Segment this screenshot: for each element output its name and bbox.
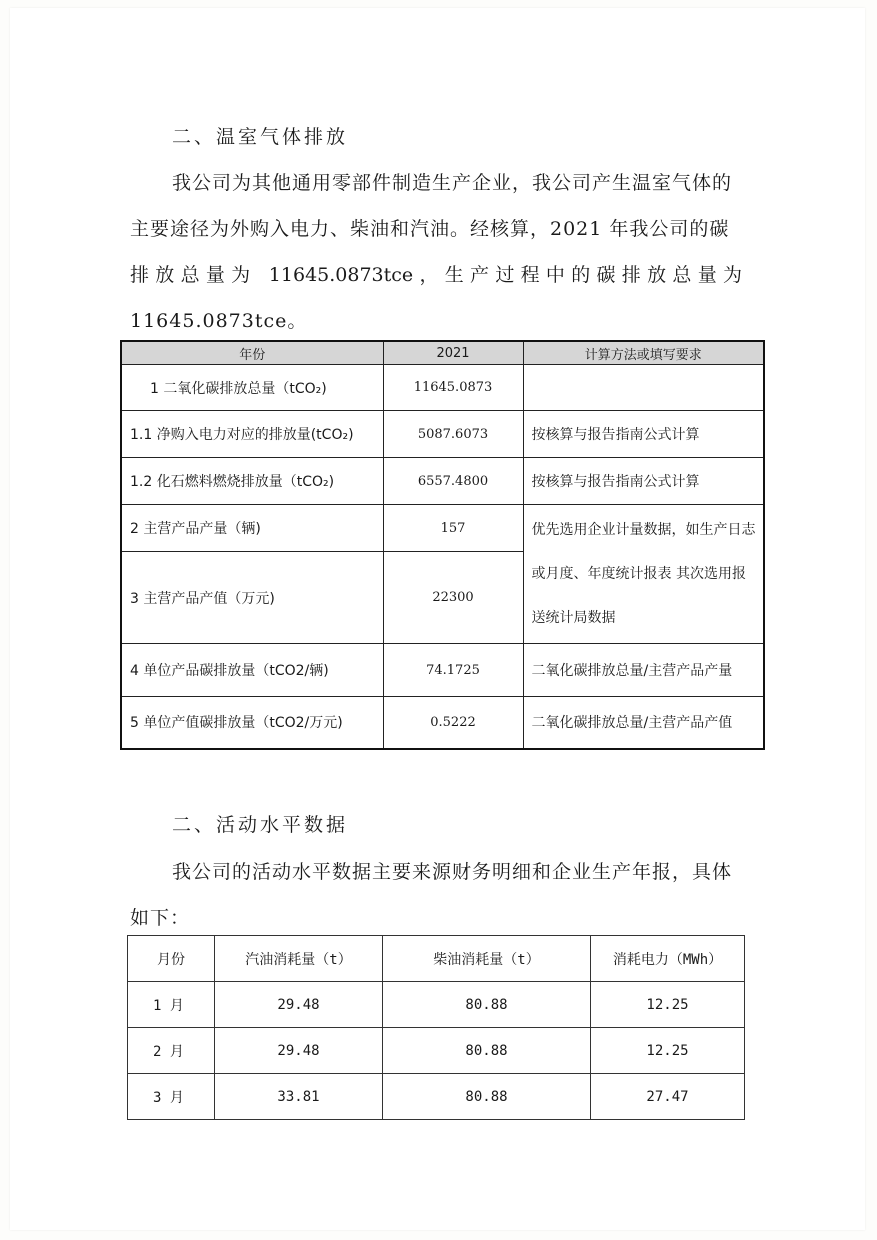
table-row <box>121 505 764 552</box>
activity-table <box>127 935 745 1120</box>
table-row <box>121 411 764 458</box>
paragraph-line: 我公司的活动水平数据主要来源财务明细和企业生产年报，具体 <box>172 861 733 883</box>
table-row <box>128 982 745 1028</box>
row-method <box>523 365 764 411</box>
cell-diesel: 80.88 <box>383 1028 591 1074</box>
paragraph-line: 如下： <box>130 907 191 929</box>
cell-gasoline: 29.48 <box>215 982 383 1028</box>
cell-electricity: 12.25 <box>591 1028 745 1074</box>
table-row <box>121 644 764 697</box>
row-value: 0.5222 <box>383 697 523 749</box>
row-method: 二氧化碳排放总量/主营产品产量 <box>523 644 764 697</box>
section-heading-emissions: 二、温室气体排放 <box>172 126 349 148</box>
paragraph-line: 11645.0873tce。 <box>130 310 308 332</box>
paragraph-line: 排放总量为 11645.0873tce，生产过程中的碳排放总量为 <box>130 264 742 286</box>
row-method-merged: 优先选用企业计量数据，如生产日志或月度、年度统计报表 其次选用报送统计局数据 <box>523 505 764 644</box>
table-header-row <box>128 936 745 982</box>
header-month: 月份 <box>128 936 215 982</box>
table-row <box>121 697 764 749</box>
row-value: 6557.4800 <box>383 458 523 505</box>
row-method: 二氧化碳排放总量/主营产品产值 <box>523 697 764 749</box>
table-row <box>121 458 764 505</box>
table-row <box>121 365 764 411</box>
row-label: 4 单位产品碳排放量（tCO2/辆) <box>121 644 383 697</box>
header-gasoline: 汽油消耗量（t） <box>215 936 383 982</box>
row-label: 2 主营产品产量（辆) <box>121 505 383 552</box>
emissions-table <box>120 340 765 750</box>
cell-diesel: 80.88 <box>383 982 591 1028</box>
paragraph-line: 主要途径为外购入电力、柴油和汽油。经核算，2021 年我公司的碳 <box>130 218 730 240</box>
cell-diesel: 80.88 <box>383 1074 591 1120</box>
row-label: 1.1 净购入电力对应的排放量(tCO₂) <box>121 411 383 458</box>
header-2021: 2021 <box>383 341 523 365</box>
header-year: 年份 <box>121 341 383 365</box>
header-method: 计算方法或填写要求 <box>523 341 764 365</box>
row-value: 157 <box>383 505 523 552</box>
row-value: 11645.0873 <box>383 365 523 411</box>
cell-month: 3 月 <box>128 1074 215 1120</box>
row-label: 5 单位产值碳排放量（tCO2/万元) <box>121 697 383 749</box>
cell-electricity: 12.25 <box>591 982 745 1028</box>
cell-electricity: 27.47 <box>591 1074 745 1120</box>
cell-gasoline: 33.81 <box>215 1074 383 1120</box>
cell-month: 1 月 <box>128 982 215 1028</box>
section-heading-activity: 二、活动水平数据 <box>172 814 349 836</box>
row-value: 5087.6073 <box>383 411 523 458</box>
row-value: 74.1725 <box>383 644 523 697</box>
table-row <box>128 1028 745 1074</box>
row-label: 1.2 化石燃料燃烧排放量（tCO₂) <box>121 458 383 505</box>
table-row <box>128 1074 745 1120</box>
row-label: 1 二氧化碳排放总量（tCO₂) <box>121 365 383 411</box>
row-method: 按核算与报告指南公式计算 <box>523 411 764 458</box>
cell-gasoline: 29.48 <box>215 1028 383 1074</box>
header-diesel: 柴油消耗量（t） <box>383 936 591 982</box>
row-method: 按核算与报告指南公式计算 <box>523 458 764 505</box>
row-label: 3 主营产品产值（万元) <box>121 552 383 644</box>
cell-month: 2 月 <box>128 1028 215 1074</box>
table-header-row <box>121 341 764 365</box>
paragraph-line: 我公司为其他通用零部件制造生产企业，我公司产生温室气体的 <box>172 172 733 194</box>
header-electricity: 消耗电力（MWh） <box>591 936 745 982</box>
row-value: 22300 <box>383 552 523 644</box>
